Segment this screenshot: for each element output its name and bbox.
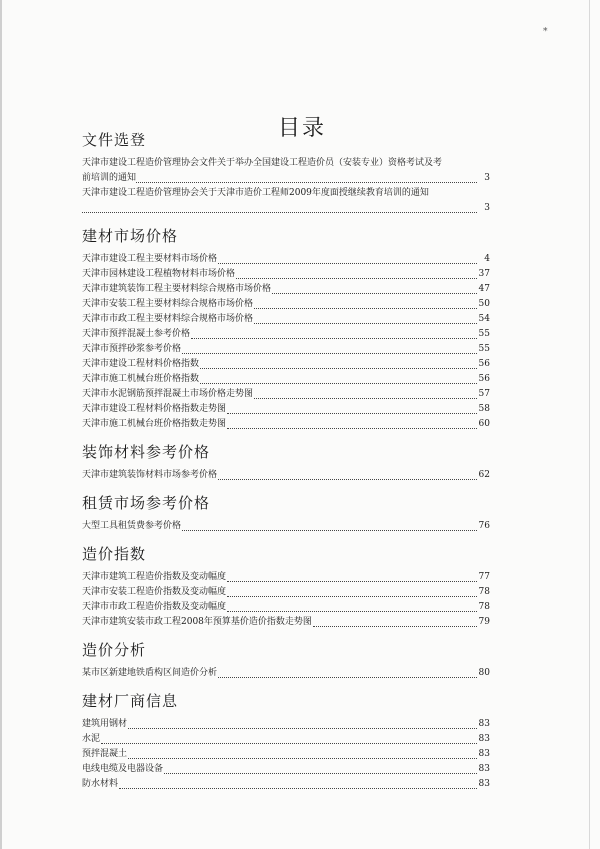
toc-entry-page: 83 bbox=[478, 779, 490, 789]
leader-dots bbox=[200, 357, 477, 369]
toc-entry-page: 58 bbox=[478, 404, 490, 414]
toc-entry-page: 3 bbox=[484, 173, 490, 183]
toc-entry-page: 54 bbox=[478, 314, 490, 324]
toc-entry-page: 78 bbox=[478, 602, 490, 612]
leader-dots bbox=[236, 267, 477, 279]
toc-entry[interactable] bbox=[82, 777, 490, 792]
toc-entry-text: 天津市建设工程造价管理协会文件关于举办全国建设工程造价员（安装专业）资格考试及考 bbox=[82, 158, 443, 168]
leader-dots bbox=[182, 342, 477, 354]
section-heading: 装饰材料参考价格 bbox=[82, 443, 211, 461]
toc-entry-text: 水泥 bbox=[82, 734, 101, 744]
toc-entry[interactable] bbox=[82, 186, 490, 216]
leader-dots bbox=[164, 762, 477, 774]
toc-entry-text: 防水材料 bbox=[82, 779, 119, 789]
toc-entry[interactable] bbox=[82, 327, 490, 342]
toc-entry[interactable] bbox=[82, 282, 490, 297]
toc-entry[interactable] bbox=[82, 615, 490, 630]
toc-entry-page: 57 bbox=[478, 389, 490, 399]
toc-section-cost-indices bbox=[82, 544, 490, 630]
toc-entry[interactable] bbox=[82, 297, 490, 312]
toc-title: 目录 bbox=[277, 115, 326, 141]
leader-dots bbox=[254, 312, 477, 324]
section-heading: 租赁市场参考价格 bbox=[82, 494, 211, 512]
toc-entry-text: 建筑用钢材 bbox=[82, 719, 128, 729]
toc-section-rental-prices bbox=[82, 493, 490, 534]
toc-entry-page: 56 bbox=[478, 374, 490, 384]
toc-entry-page: 78 bbox=[478, 587, 490, 597]
leader-dots bbox=[182, 519, 477, 531]
section-heading: 建材市场价格 bbox=[82, 227, 179, 245]
toc-section-documents bbox=[82, 130, 490, 216]
toc-entry[interactable] bbox=[82, 387, 490, 402]
toc-entry-text: 天津市预拌混凝土参考价格 bbox=[82, 329, 191, 339]
leader-dots bbox=[218, 468, 477, 480]
toc-entry-text: 天津市建设工程材料价格指数 bbox=[82, 359, 200, 369]
leader-dots bbox=[200, 372, 477, 384]
toc-entry-page: 3 bbox=[484, 203, 490, 213]
toc-entry-page: 55 bbox=[478, 344, 490, 354]
toc-entry-page: 37 bbox=[478, 269, 490, 279]
toc-entry-page: 79 bbox=[478, 617, 490, 627]
toc-entry-page: 56 bbox=[478, 359, 490, 369]
leader-dots bbox=[128, 747, 477, 759]
toc-entry-text: 电线电缆及电器设备 bbox=[82, 764, 164, 774]
toc-entry-text: 天津市安装工程主要材料综合规格市场价格 bbox=[82, 299, 254, 309]
leader-dots bbox=[128, 717, 477, 729]
toc-entry[interactable] bbox=[82, 717, 490, 732]
toc-entry-page: 83 bbox=[478, 749, 490, 759]
toc-entry-text: 天津市预拌砂浆参考价格 bbox=[82, 344, 182, 354]
toc-entry-text: 某市区新建地铁盾构区间造价分析 bbox=[82, 668, 218, 678]
toc-entry-text: 天津市施工机械台班价格指数走势图 bbox=[82, 419, 227, 429]
toc-entry-text: 大型工具租赁费参考价格 bbox=[82, 521, 182, 531]
toc-entry-text: 天津市市政工程主要材料综合规格市场价格 bbox=[82, 314, 254, 324]
section-heading: 造价指数 bbox=[82, 545, 147, 563]
toc-entry-page: 4 bbox=[484, 254, 490, 264]
toc-entry-page: 83 bbox=[478, 734, 490, 744]
toc-entry[interactable] bbox=[82, 519, 490, 534]
toc-entry[interactable] bbox=[82, 417, 490, 432]
corner-mark: * bbox=[543, 27, 548, 37]
toc-entry-page: 47 bbox=[478, 284, 490, 294]
toc-entry-page: 83 bbox=[478, 764, 490, 774]
toc-entry-text: 天津市安装工程造价指数及变动幅度 bbox=[82, 587, 227, 597]
toc-entry[interactable] bbox=[82, 570, 490, 585]
toc-entry-page: 55 bbox=[478, 329, 490, 339]
toc-entry[interactable] bbox=[82, 267, 490, 282]
leader-dots bbox=[218, 666, 477, 678]
toc-entry-text: 天津市施工机械台班价格指数 bbox=[82, 374, 200, 384]
toc-entry-page: 62 bbox=[478, 470, 490, 480]
toc-entry[interactable] bbox=[82, 732, 490, 747]
toc-entry[interactable] bbox=[82, 585, 490, 600]
leader-dots bbox=[191, 327, 477, 339]
leader-dots bbox=[227, 600, 477, 612]
toc-entry[interactable] bbox=[82, 747, 490, 762]
toc-section-manufacturers bbox=[82, 691, 490, 792]
toc-entry[interactable] bbox=[82, 312, 490, 327]
toc-entry-text-continued: 前培训的通知 bbox=[82, 173, 137, 183]
toc-entry[interactable] bbox=[82, 342, 490, 357]
leader-dots bbox=[313, 615, 477, 627]
toc-entry-page: 76 bbox=[478, 521, 490, 531]
leader-dots bbox=[82, 201, 477, 213]
leader-dots bbox=[254, 387, 477, 399]
toc-sections bbox=[82, 130, 490, 792]
leader-dots bbox=[227, 402, 477, 414]
leader-dots bbox=[136, 171, 477, 183]
leader-dots bbox=[227, 570, 477, 582]
toc-entry[interactable] bbox=[82, 666, 490, 681]
toc-section-material-prices bbox=[82, 226, 490, 432]
toc-entry-page: 77 bbox=[478, 572, 490, 582]
toc-entry-text: 天津市建设工程造价管理协会关于天津市造价工程师2009年度面授继续教育培训的通知 bbox=[82, 188, 429, 198]
leader-dots bbox=[101, 732, 477, 744]
section-heading: 建材厂商信息 bbox=[82, 692, 179, 710]
toc-section-decoration-prices bbox=[82, 442, 490, 483]
toc-entry-text: 天津市建筑安装市政工程2008年预算基价造价指数走势图 bbox=[82, 617, 312, 627]
toc-entry-page: 50 bbox=[478, 299, 490, 309]
leader-dots bbox=[227, 417, 477, 429]
leader-dots bbox=[218, 252, 477, 264]
leader-dots bbox=[272, 282, 477, 294]
toc-entry-text: 天津市建设工程主要材料市场价格 bbox=[82, 254, 218, 264]
section-heading: 造价分析 bbox=[82, 641, 147, 659]
toc-entry-page: 83 bbox=[478, 719, 490, 729]
toc-entry[interactable] bbox=[82, 762, 490, 777]
toc-entry-text: 天津市建筑工程造价指数及变动幅度 bbox=[82, 572, 227, 582]
toc-entry-page: 60 bbox=[478, 419, 490, 429]
toc-entry-text: 天津市园林建设工程植物材料市场价格 bbox=[82, 269, 236, 279]
leader-dots bbox=[119, 777, 477, 789]
toc-entry-text: 预拌混凝土 bbox=[82, 749, 128, 759]
section-heading: 文件选登 bbox=[82, 131, 147, 149]
toc-entry[interactable] bbox=[82, 468, 490, 483]
leader-dots bbox=[227, 585, 477, 597]
toc-entry[interactable] bbox=[82, 600, 490, 615]
toc-entry-text: 天津市水泥钢筋预拌混凝土市场价格走势图 bbox=[82, 389, 254, 399]
toc-entry[interactable] bbox=[82, 357, 490, 372]
toc-entry-text: 天津市建筑装饰材料市场参考价格 bbox=[82, 470, 218, 480]
toc-entry[interactable] bbox=[82, 372, 490, 387]
toc-entry-text: 天津市建设工程材料价格指数走势图 bbox=[82, 404, 227, 414]
toc-entry-text: 天津市建筑装饰工程主要材料综合规格市场价格 bbox=[82, 284, 272, 294]
toc-entry[interactable] bbox=[82, 252, 490, 267]
leader-dots bbox=[254, 297, 477, 309]
toc-entry-page: 80 bbox=[478, 668, 490, 678]
toc-entry[interactable] bbox=[82, 402, 490, 417]
toc-entry[interactable] bbox=[82, 156, 490, 186]
toc-entry-text: 天津市市政工程造价指数及变动幅度 bbox=[82, 602, 227, 612]
toc-section-cost-analysis bbox=[82, 640, 490, 681]
